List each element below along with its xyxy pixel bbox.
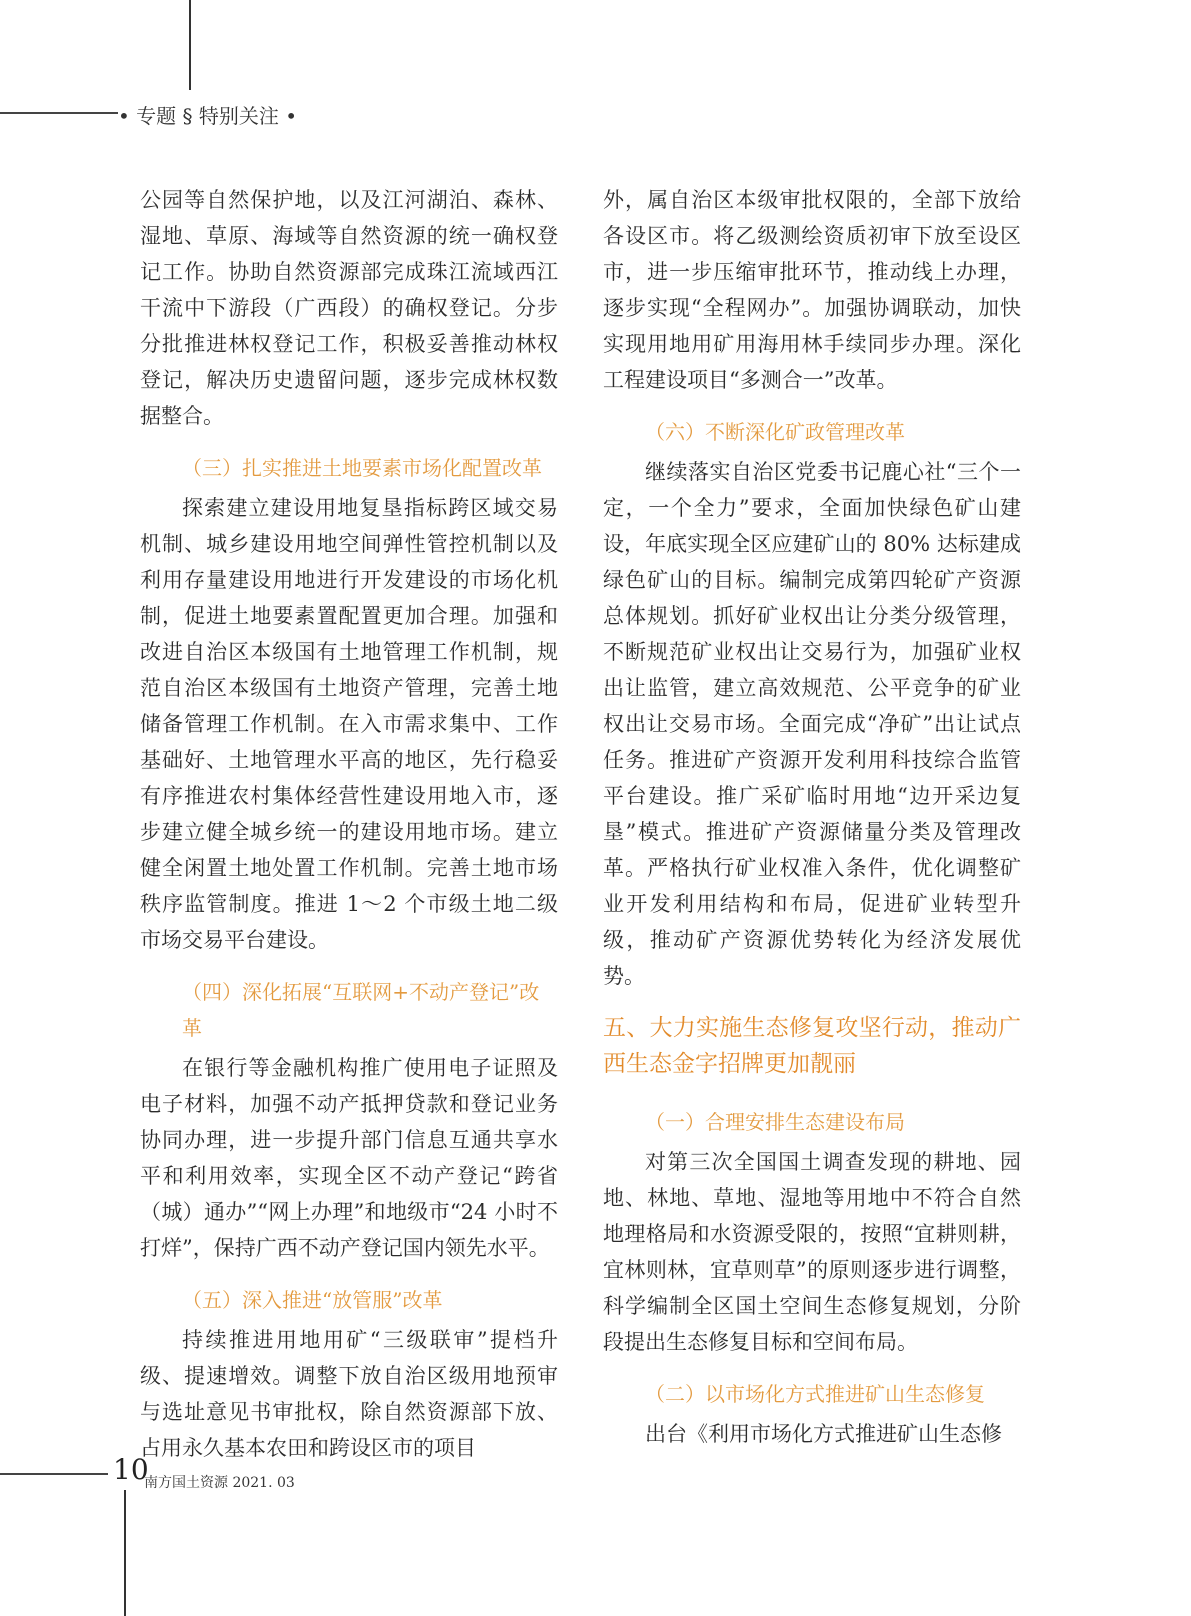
top-vertical-rule	[189, 0, 191, 90]
paragraph: 外，属自治区本级审批权限的，全部下放给各设区市。将乙级测绘资质初审下放至设区市，进一步压缩审批环节，推动线上办理，逐步实现“全程网办”。加强协调联动，加快实现用地用矿用海用林手续同步办理。深化工程建设项目“多测合一”改革。	[603, 188, 1021, 392]
left-column	[140, 182, 558, 1466]
header-rule	[0, 112, 118, 114]
subheading: （二）以市场化方式推进矿山生态修复	[645, 1382, 985, 1406]
page-number: 10	[113, 1453, 149, 1486]
paragraph: 出台《利用市场化方式推进矿山生态修	[645, 1422, 1002, 1446]
paragraph: 对第三次全国国土调查发现的耕地、园地、林地、草地、湿地等用地中不符合自然地理格局和水资源受限的，按照“宜耕则耕，宜林则林，宜草则草”的原则逐步进行调整，科学编制全区国土空间生态修复规划，分阶段提出生态修复目标和空间布局。	[603, 1150, 1021, 1354]
major-heading: 五、大力实施生态修复攻坚行动，推动广西生态金字招牌更加靓丽	[603, 1015, 1021, 1077]
subheading: （四）深化拓展“互联网+不动产登记”改革	[182, 980, 540, 1040]
paragraph: 持续推进用地用矿“三级联审”提档升级、提速增效。调整下放自治区级用地预审与选址意见书审批权，除自然资源部下放、占用永久基本农田和跨设区市的项目	[140, 1328, 558, 1460]
subheading: （一）合理安排生态建设布局	[645, 1110, 905, 1134]
paragraph: 继续落实自治区党委书记鹿心社“三个一定，一个全力”要求，全面加快绿色矿山建设，年底实现全区应建矿山的 80% 达标建成绿色矿山的目标。编制完成第四轮矿产资源总体规划。抓好矿业权出让分类分级管理，不断规范矿业权出让交易行为，加强矿业权出让监管，建立高效规范、公平竞争的矿业权出让交易市场。全面完成“净矿”出让试点任务。推进矿产资源开发利用科技综合监管平台建设。推广采矿临时用地“边开采边复垦”模式。推进矿产资源储量分类及管理改革。严格执行矿业权准入条件，优化调整矿业开发利用结构和布局，促进矿业转型升级，推动矿产资源优势转化为经济发展优势。	[603, 460, 1021, 988]
subheading: （三）扎实推进土地要素市场化配置改革	[182, 456, 542, 480]
footer-rule	[0, 1473, 108, 1475]
paragraph: 公园等自然保护地，以及江河湖泊、森林、湿地、草原、海域等自然资源的统一确权登记工作。协助自然资源部完成珠江流域西江干流中下游段（广西段）的确权登记。分步分批推进林权登记工作，积极妥善推动林权登记，解决历史遗留问题，逐步完成林权数据整合。	[140, 188, 558, 428]
subheading: （五）深入推进“放管服”改革	[182, 1288, 443, 1312]
right-column	[603, 182, 1021, 1452]
paragraph: 探索建立建设用地复垦指标跨区域交易机制、城乡建设用地空间弹性管控机制以及利用存量建设用地进行开发建设的市场化机制，促进土地要素置配置更加合理。加强和改进自治区本级国有土地管理工作机制，规范自治区本级国有土地资产管理，完善土地储备管理工作机制。在入市需求集中、工作基础好、土地管理水平高的地区，先行稳妥有序推进农村集体经营性建设用地入市，逐步建立健全城乡统一的建设用地市场。建立健全闲置土地处置工作机制。完善土地市场秩序监管制度。推进 1～2 个市级土地二级市场交易平台建设。	[140, 496, 558, 952]
journal-name: 南方国土资源 2021. 03	[144, 1475, 295, 1491]
section-header: • 专题 § 特别关注 •	[118, 104, 298, 128]
paragraph: 在银行等金融机构推广使用电子证照及电子材料，加强不动产抵押贷款和登记业务协同办理，进一步提升部门信息互通共享水平和利用效率，实现全区不动产登记“跨省（城）通办”“网上办理”和地级市“24 小时不打烊”，保持广西不动产登记国内领先水平。	[140, 1056, 558, 1260]
subheading: （六）不断深化矿政管理改革	[645, 420, 905, 444]
bottom-vertical-rule	[124, 1490, 126, 1616]
